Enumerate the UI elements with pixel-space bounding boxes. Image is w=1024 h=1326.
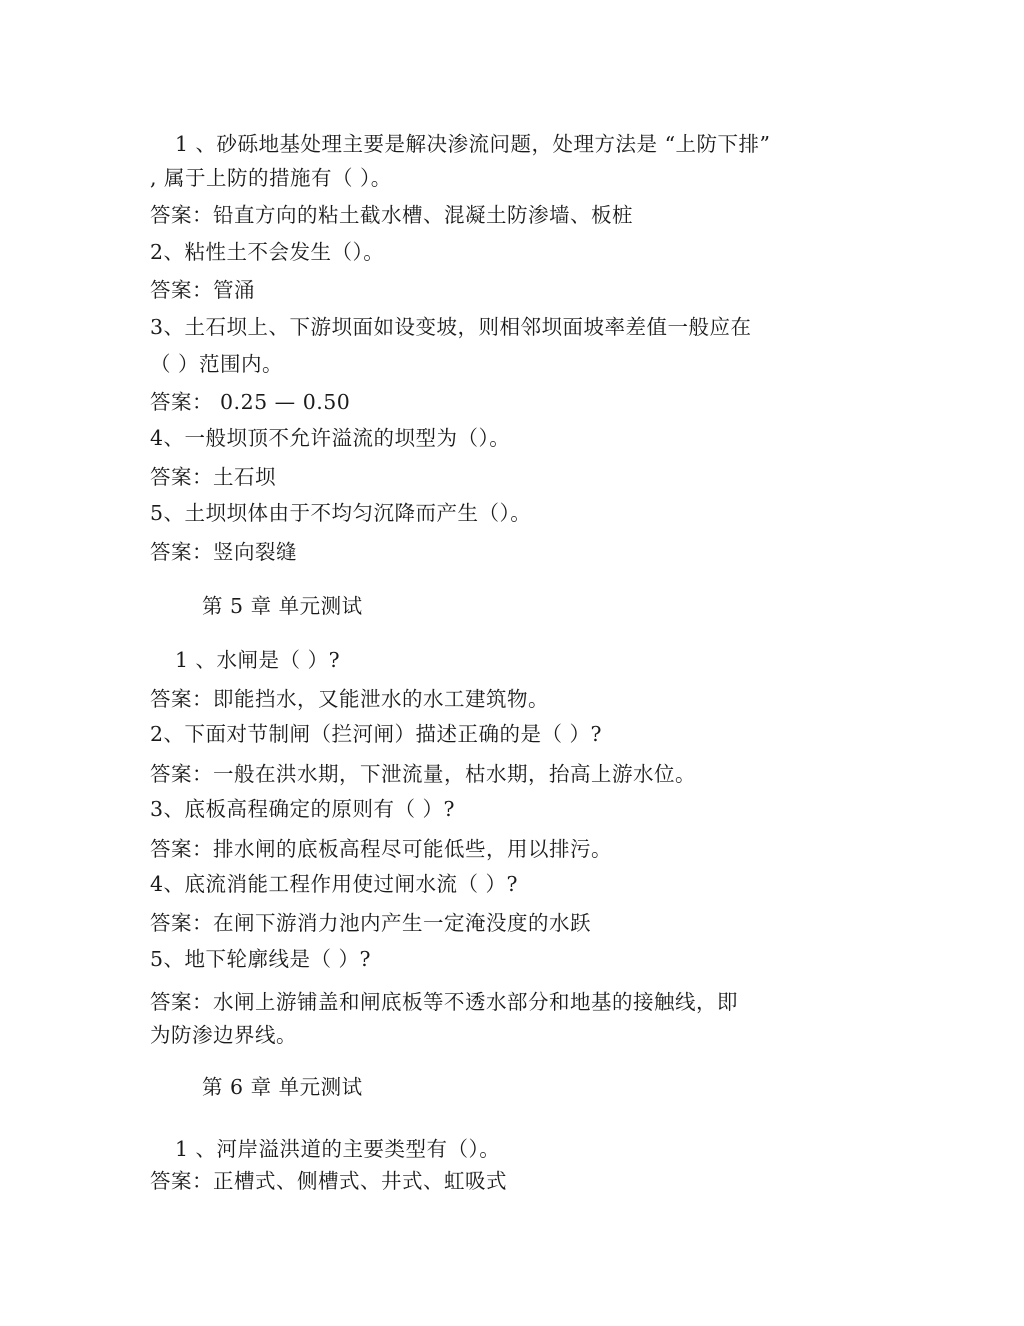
chapter-5-answer-2: 答案：一般在洪水期，下泄流量，枯水期，抬高上游水位。 [150,762,696,786]
question-2: 2、粘性土不会发生（）。 [150,240,385,264]
chapter-6-heading: 第 6 章 单元测试 [202,1075,363,1099]
chapter-5-answer-1: 答案：即能挡水，又能泄水的水工建筑物。 [150,687,549,711]
question-4: 4、一般坝顶不允许溢流的坝型为（）。 [150,426,511,450]
answer-3: 答案： 0.25 — 0.50 [150,390,351,414]
chapter-5-answer-5-line-1: 答案：水闸上游铺盖和闸底板等不透水部分和地基的接触线，即 [150,990,738,1014]
chapter-5-answer-5-line-2: 为防渗边界线。 [150,1023,297,1047]
chapter-6-answer-1: 答案：正槽式、侧槽式、井式、虹吸式 [150,1169,507,1193]
question-5: 5、土坝坝体由于不均匀沉降而产生（）。 [150,501,532,525]
chapter-5-question-1: 1 、水闸是（ ）? [175,648,341,672]
question-1-line-1: 1 、砂砾地基处理主要是解决渗流问题，处理方法是 “上防下排” [175,132,771,156]
question-1-line-2: , 属于上防的措施有（ ）。 [150,166,392,190]
answer-2: 答案：管涌 [150,278,255,302]
answer-5: 答案：竖向裂缝 [150,540,297,564]
question-3-line-1: 3、土石坝上、下游坝面如设变坡，则相邻坝面坡率差值一般应在 [150,315,752,339]
answer-1: 答案：铅直方向的粘土截水槽、混凝土防渗墙、板桩 [150,203,633,227]
chapter-5-answer-4: 答案：在闸下游消力池内产生一定淹没度的水跃 [150,911,591,935]
chapter-5-question-2: 2、下面对节制闸（拦河闸）描述正确的是（ ）? [150,722,603,746]
chapter-5-question-4: 4、底流消能工程作用使过闸水流（ ）? [150,872,519,896]
chapter-5-question-5: 5、地下轮廓线是（ ）? [150,947,372,971]
chapter-5-answer-3: 答案：排水闸的底板高程尽可能低些，用以排污。 [150,837,612,861]
question-3-line-2: （ ）范围内。 [150,352,284,376]
chapter-6-question-1: 1 、河岸溢洪道的主要类型有（）。 [175,1137,501,1161]
answer-4: 答案：土石坝 [150,465,276,489]
chapter-5-question-3: 3、底板高程确定的原则有（ ）? [150,797,456,821]
chapter-5-heading: 第 5 章 单元测试 [202,594,363,618]
